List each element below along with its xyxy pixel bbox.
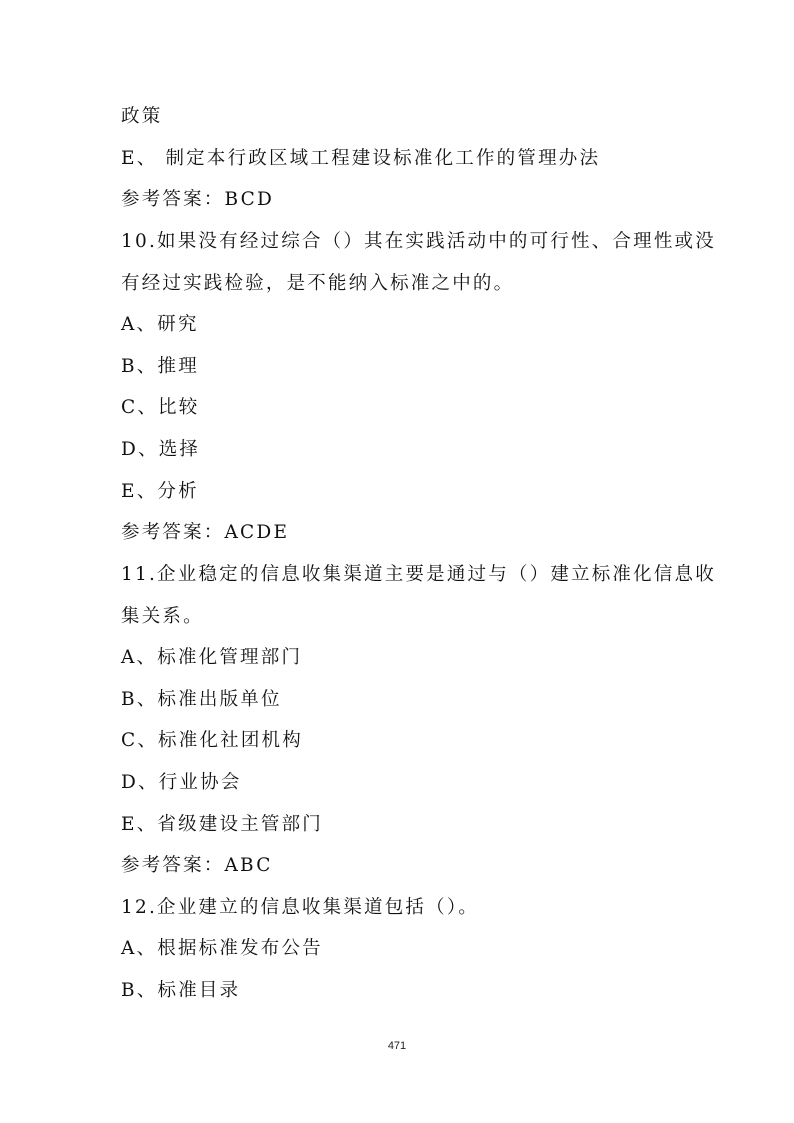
option-line: E、分析 <box>121 481 199 502</box>
option-line: B、标准出版单位 <box>121 689 282 710</box>
option-line: B、推理 <box>121 356 199 377</box>
option-line: E、 制定本行政区域工程建设标准化工作的管理办法 <box>121 148 601 169</box>
option-line: B、标准目录 <box>121 980 241 1001</box>
page-number: 471 <box>387 1040 407 1052</box>
question-line-continuation: 有经过实践检验，是不能纳入标准之中的。 <box>121 273 515 294</box>
option-line: D、行业协会 <box>121 772 242 793</box>
question-line: 10.如果没有经过综合（）其在实践活动中的可行性、合理性或没 <box>121 231 716 252</box>
question-line: 11.企业稳定的信息收集渠道主要是通过与（）建立标准化信息收 <box>121 564 716 585</box>
option-line: A、研究 <box>121 314 199 335</box>
text-line-continuation: 政策 <box>121 106 163 127</box>
option-line: C、比较 <box>121 397 200 418</box>
option-line: A、标准化管理部门 <box>121 647 303 668</box>
answer-line: 参考答案：BCD <box>121 189 275 210</box>
answer-line: 参考答案：ACDE <box>121 522 290 543</box>
option-line: E、省级建设主管部门 <box>121 814 324 835</box>
option-line: D、选择 <box>121 439 201 460</box>
answer-line: 参考答案：ABC <box>121 855 273 876</box>
question-line-continuation: 集关系。 <box>121 606 204 627</box>
option-line: A、根据标准发布公告 <box>121 938 323 959</box>
question-line: 12.企业建立的信息收集渠道包括（）。 <box>121 897 479 918</box>
option-line: C、标准化社团机构 <box>121 730 303 751</box>
